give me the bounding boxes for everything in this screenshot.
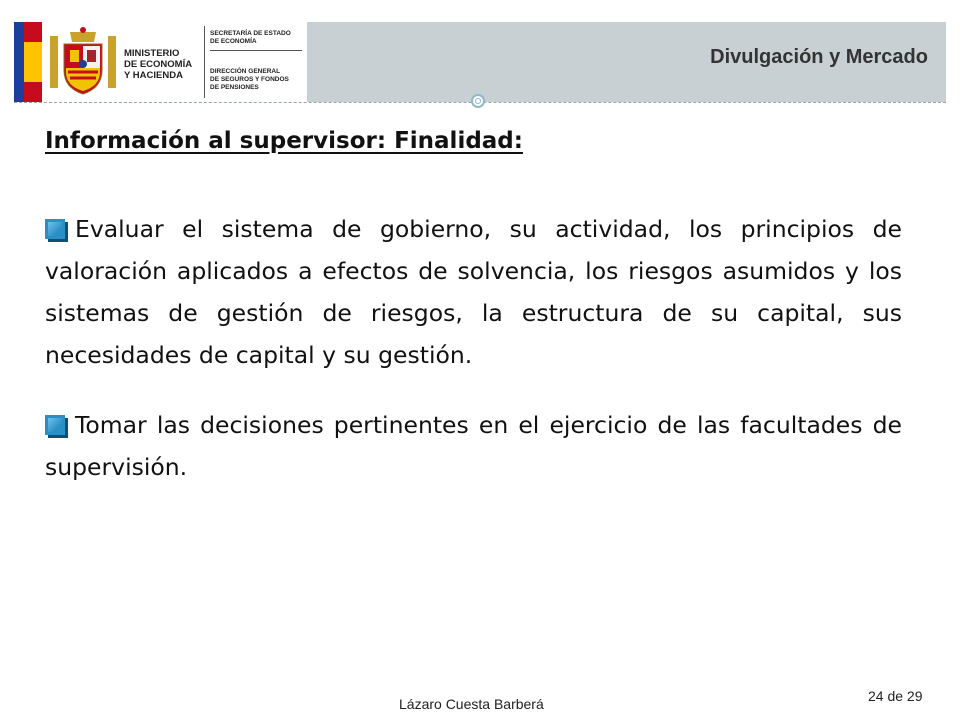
direccion-name: DIRECCIÓN GENERAL DE SEGUROS Y FONDOS DE PENSIONES (210, 68, 289, 91)
square-bullet-icon (45, 415, 65, 435)
footer-author: Lázaro Cuesta Barberá (399, 696, 544, 712)
bullet-item (45, 404, 902, 488)
spain-flag-icon (14, 22, 42, 102)
ring-ornament-icon (471, 94, 485, 108)
secretaria-name: SECRETARÍA DE ESTADO DE ECONOMÍA (210, 30, 291, 45)
header-title: Divulgación y Mercado (710, 46, 928, 68)
ministry-logo (14, 22, 307, 102)
bullet-item (45, 208, 902, 376)
coat-of-arms-icon (48, 26, 118, 98)
logo-divider-horizontal (210, 50, 302, 51)
square-bullet-icon (45, 219, 65, 239)
bullet-text: Tomar las decisiones pertinentes en el ejercicio de las facultades de supervisión. (45, 411, 902, 481)
bullet-list (45, 208, 902, 516)
slide-heading: Información al supervisor: Finalidad: (45, 128, 523, 154)
page-number: 24 de 29 (868, 688, 923, 704)
logo-divider (204, 26, 205, 98)
ministry-name: MINISTERIO DE ECONOMÍA Y HACIENDA (124, 48, 193, 81)
bullet-text: Evaluar el sistema de gobierno, su actividad, los principios de valoración aplicados a efectos de solvencia, los riesgos asumidos y los sistemas de gestión de riesgos, la estructura de su capital, sus necesidades de capital y su gestión. (45, 215, 902, 369)
